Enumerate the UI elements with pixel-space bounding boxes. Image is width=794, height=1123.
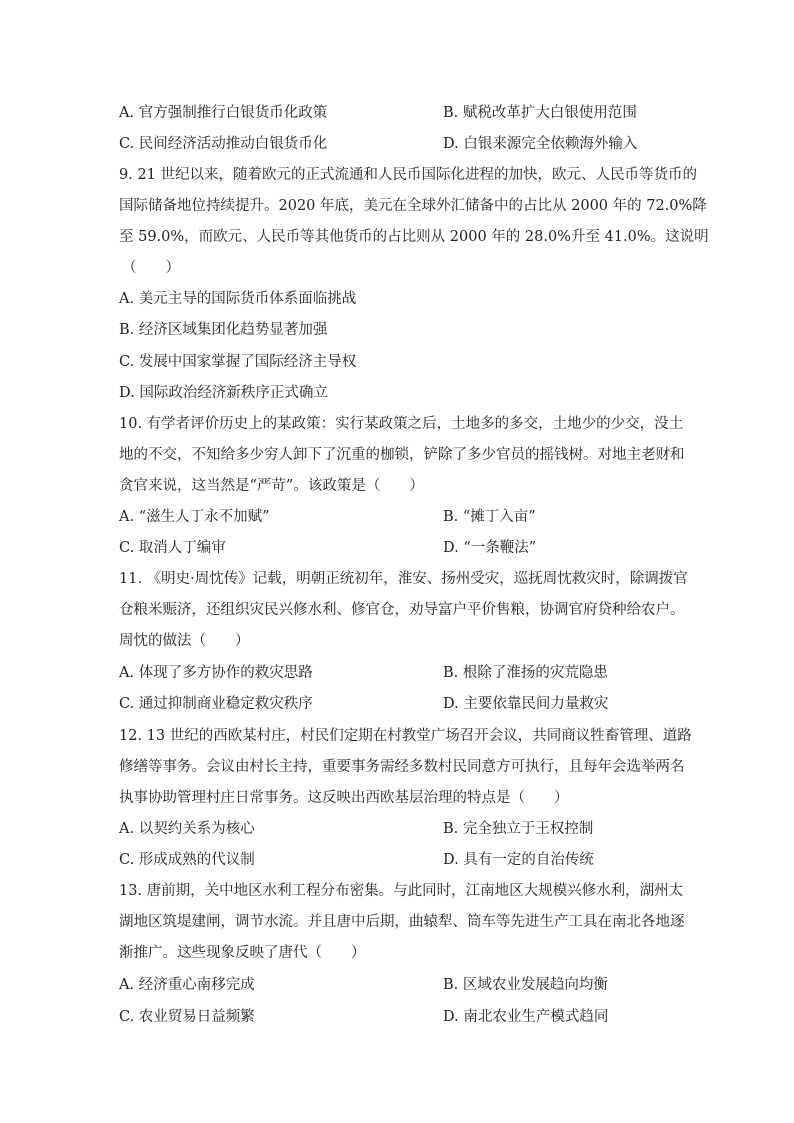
q9-option-d: D. 国际政治经济新秩序正式确立 <box>119 385 328 401</box>
q11-option-a: A. 体现了多方协作的救灾思路 <box>119 665 313 681</box>
q13-option-d: D. 南北农业生产模式趋同 <box>443 1009 609 1025</box>
q10-option-c: C. 取消人丁编审 <box>119 540 226 556</box>
q12-option-b: B. 完全独立于王权控制 <box>443 821 594 837</box>
q12-option-c: C. 形成成熟的代议制 <box>119 852 255 868</box>
q8-option-b: B. 赋税改革扩大白银使用范围 <box>443 105 637 121</box>
q11-stem-line-2: 仓粮米赈济，还组织灾民兴修水利、修官仓，劝导富户平价售粮，协调官府贷种给农户。 <box>119 602 685 618</box>
q12-stem-line-1: 12. 13 世纪的西欧某村庄，村民们定期在村教堂广场召开会议，共同商议牲畜管理、道路 <box>119 728 692 744</box>
q8-option-a: A. 官方强制推行白银货币化政策 <box>119 105 328 121</box>
q13-stem-line-3: 渐推广。这些现象反映了唐代（ ） <box>119 945 366 961</box>
q12-option-d: D. 具有一定的自治传统 <box>443 852 594 868</box>
q10-option-a: A. “滋生人丁永不加赋” <box>119 509 270 525</box>
q11-option-c: C. 通过抑制商业稳定救灾秩序 <box>119 696 313 712</box>
q11-option-b: B. 根除了淮扬的灾荒隐患 <box>443 665 608 681</box>
q9-stem-line-3: 至 59.0%，而欧元、人民币等其他货币的占比则从 2000 年的 28.0%升至 41.0%。这说明 <box>119 229 709 245</box>
q12-stem-line-3: 执事协助管理村庄日常事务。这反映出西欧基层治理的特点是（ ） <box>119 790 569 806</box>
q9-option-a: A. 美元主导的国际货币体系面临挑战 <box>119 291 357 307</box>
q9-stem-line-2: 国际储备地位持续提升。2020 年底，美元在全球外汇储备中的占比从 2000 年的 72.0%降 <box>119 198 707 214</box>
q11-option-d: D. 主要依靠民间力量救灾 <box>443 696 609 712</box>
q12-stem-line-2: 修缮等事务。会议由村长主持，重要事务需经多数村民同意方可执行，且每年会选举两名 <box>119 759 685 775</box>
q13-option-b: B. 区域农业发展趋向均衡 <box>443 977 608 993</box>
q13-stem-line-2: 湖地区筑堤建闸，调节水流。并且唐中后期，曲辕犁、筒车等先进生产工具在南北各地逐 <box>119 914 685 930</box>
q9-answer-blank: （ ） <box>122 260 180 276</box>
q10-option-b: B. “摊丁入亩” <box>443 509 536 525</box>
q9-stem-line-1: 9. 21 世纪以来，随着欧元的正式流通和人民币国际化进程的加快，欧元、人民币等货币的 <box>119 167 697 183</box>
q12-option-a: A. 以契约关系为核心 <box>119 821 255 837</box>
q10-stem-line-1: 10. 有学者评价历史上的某政策：实行某政策之后，土地多的多交，土地少的少交，没土 <box>119 416 684 432</box>
q9-option-c: C. 发展中国家掌握了国际经济主导权 <box>119 354 357 370</box>
q8-option-c: C. 民间经济活动推动白银货币化 <box>119 136 328 152</box>
q10-stem-line-2: 地的不交，不知给多少穷人卸下了沉重的枷锁，铲除了多少官员的摇钱树。对地主老财和 <box>119 447 685 463</box>
q10-option-d: D. “一条鞭法” <box>443 540 537 556</box>
q10-stem-line-3: 贪官来说，这当然是“严苛”。该政策是（ ） <box>119 478 424 494</box>
q13-option-c: C. 农业贸易日益频繁 <box>119 1009 255 1025</box>
q13-option-a: A. 经济重心南移完成 <box>119 977 255 993</box>
q11-stem-line-3: 周忱的做法（ ） <box>119 633 250 649</box>
q11-stem-line-1: 11. 《明史·周忱传》记载，明朝正统初年，淮安、扬州受灾，巡抚周忱救灾时，除调拨官 <box>119 571 688 587</box>
q13-stem-line-1: 13. 唐前期，关中地区水利工程分布密集。与此同时，江南地区大规模兴修水利，湖州太 <box>119 883 684 899</box>
q9-option-b: B. 经济区域集团化趋势显著加强 <box>119 322 328 338</box>
q8-option-d: D. 白银来源完全依赖海外输入 <box>443 136 638 152</box>
